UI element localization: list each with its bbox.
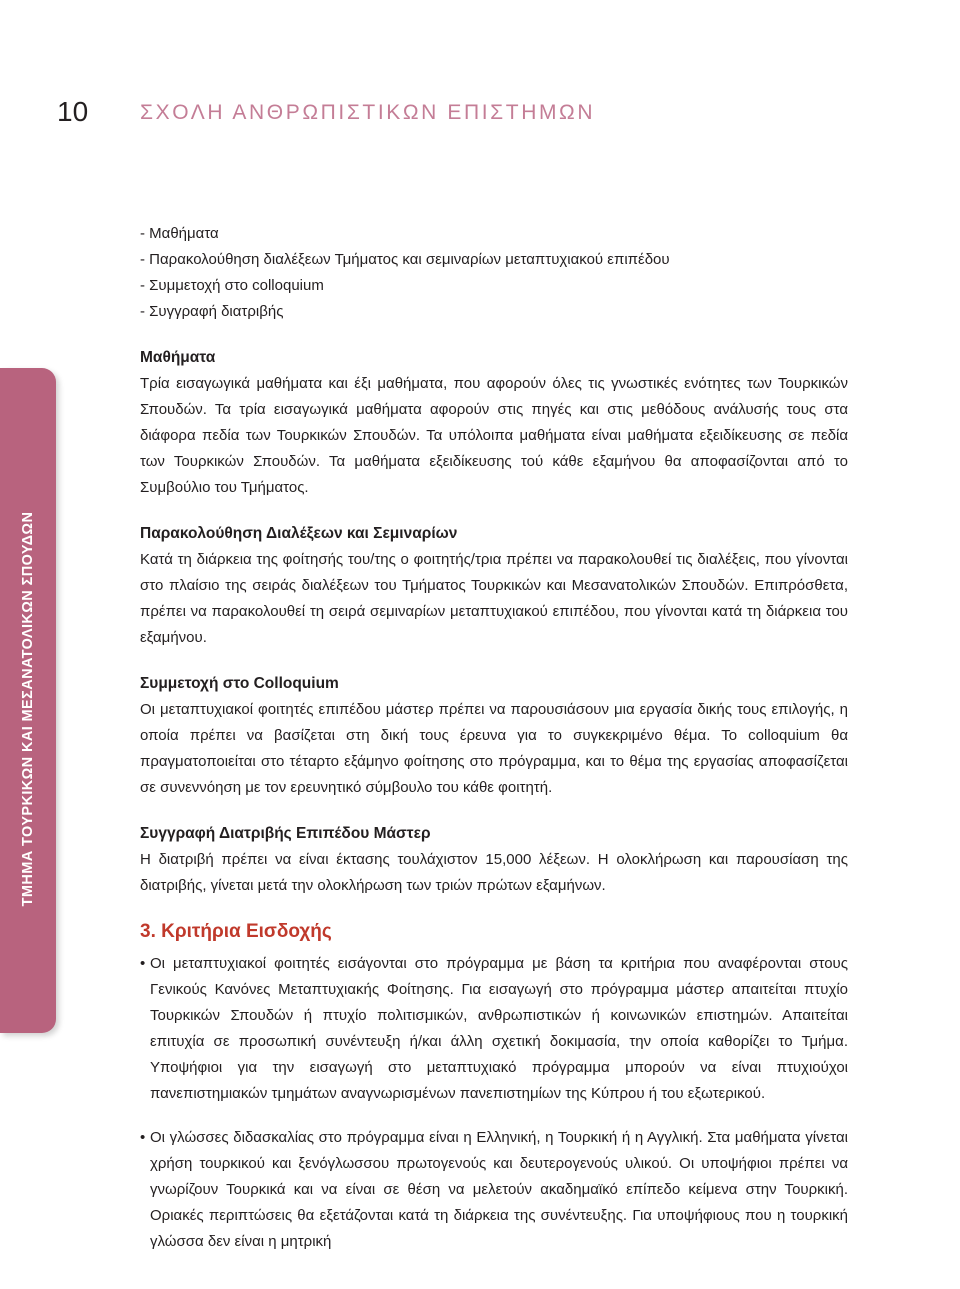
intro-list <box>140 221 848 325</box>
bullet-icon: • <box>140 1129 146 1146</box>
list-item: - Παρακολούθηση διαλέξεων Τμήματος και σεμιναρίων μεταπτυχιακού επιπέδου <box>140 251 670 268</box>
criteria-bullet <box>140 951 848 1107</box>
list-item: - Μαθήματα <box>140 225 219 242</box>
school-title: ΣΧΟΛΗ ΑΝΘΡΩΠΙΣΤΙΚΩΝ ΕΠΙΣΤΗΜΩΝ <box>140 101 596 124</box>
section-thesis <box>140 821 848 899</box>
section-body: Οι μεταπτυχιακοί φοιτητές επιπέδου μάστερ πρέπει να παρουσιάσουν μια εργασία δικής τους επιλογής, η οποία πρέπει να βασίζεται στη δική τους έρευνα για το συγκεκριμένο θέμα. Το colloquium θα πραγματοποιείται στο τέταρτο εξάμηνο φοίτησης στο πρόγραμμα, και το θέμα της εργασίας αποφασίζεται σε συνεννόηση με τον ερευνητικό σύμβουλο του κάθε φοιτητή. <box>140 701 848 796</box>
bullet-text: Οι γλώσσες διδασκαλίας στο πρόγραμμα είναι η Ελληνική, η Τουρκική ή η Αγγλική. Στα μαθήματα γίνεται χρήση τουρκικού και ξενόγλωσσου πρωτογενούς και δευτερογενούς υλικού. Οι υποψήφιοι πρέπει να γνωρίζουν Τουρκικά και να είναι σε θέση να μελετούν ακαδημαϊκό επίπεδο κείμενα στην Τουρκική. Οριακές περιπτώσεις θα εξετάζονται κατά τη διάρκεια της συνέντευξης. Για υποψήφιους που η τουρκική γλώσσα δεν είναι η μητρική <box>150 1129 848 1250</box>
side-tab-label: ΤΜΗΜΑ ΤΟΥΡΚΙΚΩΝ ΚΑΙ ΜΕΣΑΝΑΤΟΛΙΚΩΝ ΣΠΟΥΔΩΝ <box>20 511 36 907</box>
bullet-icon: • <box>140 955 146 972</box>
section-heading: Συγγραφή Διατριβής Επιπέδου Μάστερ <box>140 825 431 842</box>
section-heading: Μαθήματα <box>140 349 216 366</box>
section-body: Κατά τη διάρκεια της φοίτησής του/της ο φοιτητής/τρια πρέπει να παρακολουθεί τις διαλέξεις, που γίνονται στο πλαίσιο της σειράς διαλέξεων του Τμήματος Τουρκικών και Μεσανατολικών Σπουδών. Επιπρόσθετα, πρέπει να παρακολουθεί τη σειρά σεμιναρίων μεταπτυχιακού επιπέδου, που γίνονται κατά τη διάρκεια του εξαμήνου. <box>140 551 848 646</box>
list-item: - Συμμετοχή στο colloquium <box>140 277 324 294</box>
bullet-text: Οι μεταπτυχιακοί φοιτητές εισάγονται στο πρόγραμμα με βάση τα κριτήρια που αναφέρονται στους Γενικούς Κανόνες Μεταπτυχιακής Φοίτησης. Για εισαγωγή στο πρόγραμμα μάστερ απαιτείται πτυχίο Τουρκικών Σπουδών ή πτυχίο πολιτισμικών, ανθρωπιστικών ή κοινωνικών επιστημών. Απαιτείται επιτυχία σε προσωπική συνέντευξη ή/και άλλη σχετική δοκιμασία, την οποία καθορίζει το Τμήμα. Υποψήφιοι για την εισαγωγή στο μεταπτυχιακό πρόγραμμα μπορούν να είναι πτυχιούχοι πανεπιστημιακών τμημάτων αναγνωρισμένων πανεπιστημίων της Κύπρου ή του εξωτερικού. <box>150 955 848 1102</box>
section-body: Τρία εισαγωγικά μαθήματα και έξι μαθήματα, που αφορούν όλες τις γνωστικές ενότητες των Τουρκικών Σπουδών. Τα τρία εισαγωγικά μαθήματα αφορούν στις πηγές και στις μεθόδους ανάλυσής τους στα διάφορα πεδία των Τουρκικών Σπουδών. Τα υπόλοιπα μαθήματα είναι μαθήματα εξειδίκευσης σε πεδία των Τουρκικών Σπουδών. Τα μαθήματα εξειδίκευσης τού κάθε εξαμήνου θα αποφασίζονται από το Συμβούλιο του Τμήματος. <box>140 375 848 496</box>
criteria-title: 3. Κριτήρια Εισδοχής <box>140 921 332 942</box>
section-heading: Συμμετοχή στο Colloquium <box>140 675 339 692</box>
page-number: 10 <box>57 96 89 127</box>
section-lectures-seminars <box>140 521 848 651</box>
list-item: - Συγγραφή διατριβής <box>140 303 284 320</box>
section-colloquium <box>140 671 848 801</box>
main-content <box>140 221 848 1255</box>
criteria-bullet <box>140 1125 848 1255</box>
section-courses <box>140 345 848 501</box>
section-heading: Παρακολούθηση Διαλέξεων και Σεμιναρίων <box>140 525 458 542</box>
section-body: Η διατριβή πρέπει να είναι έκτασης τουλάχιστον 15,000 λέξεων. Η ολοκλήρωση και παρουσίαση της διατριβής, γίνεται μετά την ολοκλήρωση των τριών πρώτων εξαμήνων. <box>140 851 848 894</box>
side-tab <box>0 368 56 1033</box>
